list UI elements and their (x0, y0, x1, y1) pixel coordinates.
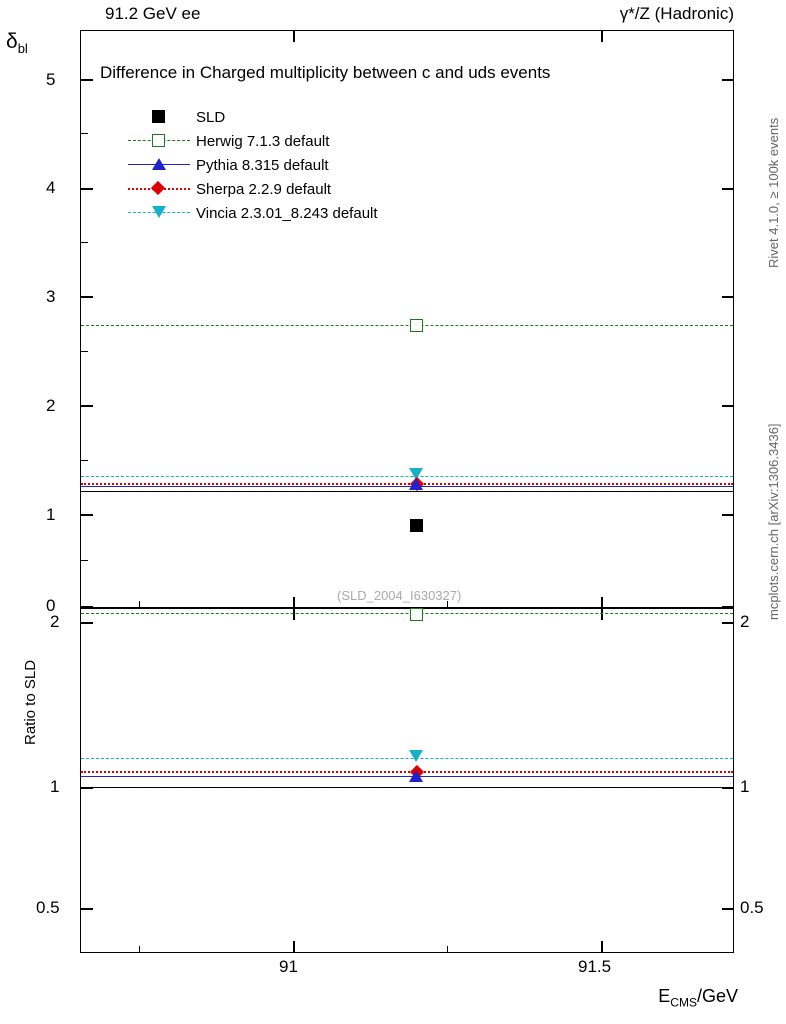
y-tick-ratio-1-right: 1 (740, 777, 750, 796)
data-line-herwig-ratio (81, 613, 733, 614)
y-axis-label-main (6, 30, 28, 56)
x-tick-label-915: 91.5 (578, 957, 612, 976)
x-minor-tick-ratio-b (447, 946, 448, 953)
legend-label-pythia: Pythia 8.315 default (196, 156, 329, 174)
y-tick-main-0: 0 (46, 596, 56, 615)
y-tick-main-2: 2 (46, 396, 56, 415)
x-tick-mark-main-top-91 (293, 31, 295, 42)
y-tick-ratio-1-left: 1 (50, 777, 60, 796)
legend-marker-vincia (128, 201, 190, 225)
y-axis-label-main-sub: bl (17, 41, 28, 57)
square-open-icon (152, 134, 165, 147)
data-line-herwig-main (81, 325, 733, 326)
y-axis-label-main-text: δ (6, 30, 18, 53)
data-marker-pythia-ratio (409, 770, 423, 782)
y-tick-mark-main-0 (81, 606, 93, 608)
x-tick-mark-main-91 (293, 597, 295, 608)
data-line-pythia-ratio (81, 776, 733, 777)
legend-label-herwig: Herwig 7.1.3 default (196, 132, 330, 150)
y-tick-ratio-05-left: 0.5 (36, 898, 60, 917)
x-axis-label (658, 986, 738, 1010)
x-tick-mark-ratio-top-915 (601, 609, 603, 620)
x-tick-mark-ratio-915 (601, 941, 603, 953)
y-tick-mark-ratio-2-right (722, 622, 734, 624)
y-tick-mark-main-right-0 (722, 606, 734, 608)
y-tick-mark-main-right-5 (722, 79, 734, 81)
x-axis-label-text: E (658, 986, 671, 1006)
y-tick-ratio-2-left: 2 (50, 612, 60, 631)
legend-marker-herwig (128, 129, 190, 153)
x-tick-label-91: 91 (279, 957, 298, 976)
data-marker-vincia-ratio (409, 750, 423, 762)
x-minor-tick-main-a (139, 601, 140, 608)
plot-title: Difference in Charged multiplicity between c and uds events (100, 63, 551, 82)
y-tick-ratio-05-right: 0.5 (740, 898, 764, 917)
data-line-sherpa-main (81, 483, 733, 485)
legend (128, 105, 378, 225)
y-tick-mark-main-1 (81, 514, 93, 516)
legend-item-herwig[interactable] (128, 129, 378, 153)
legend-item-vincia[interactable] (128, 201, 378, 225)
y-minor-tick-main-d (81, 460, 88, 461)
y-tick-main-1: 1 (46, 505, 56, 524)
header-right-label: γ*/Z (Hadronic) (619, 4, 734, 23)
header-left-label: 91.2 GeV ee (105, 4, 201, 23)
x-axis-label-sub: CMS (670, 995, 697, 1010)
x-tick-mark-ratio-top-91 (293, 609, 295, 620)
y-tick-mark-main-2 (81, 405, 93, 407)
diamond-icon (151, 181, 165, 195)
ratio-plot-frame (80, 608, 734, 953)
mcplots-arxiv-caption: mcplots.cern.ch [arXiv:1306.3436] (766, 423, 781, 620)
data-line-sld-ratio (81, 787, 733, 788)
y-minor-tick-main-b (81, 242, 88, 243)
y-minor-tick-main-e (81, 560, 88, 561)
y-minor-tick-main-a (81, 133, 88, 134)
data-marker-herwig-main (410, 319, 423, 332)
rivet-version-caption: Rivet 4.1.0, ≥ 100k events (766, 117, 781, 268)
data-marker-pythia-main (409, 478, 423, 490)
y-minor-tick-main-c (81, 351, 88, 352)
legend-marker-sherpa (128, 177, 190, 201)
x-tick-mark-main-top-915 (601, 31, 603, 42)
square-filled-icon (152, 110, 165, 123)
data-line-vincia-ratio (81, 758, 733, 759)
y-axis-label-ratio: Ratio to SLD (22, 659, 39, 745)
y-tick-main-5: 5 (46, 70, 56, 89)
legend-item-sherpa[interactable] (128, 177, 378, 201)
x-tick-mark-ratio-91 (293, 941, 295, 953)
legend-label-sherpa: Sherpa 2.2.9 default (196, 180, 332, 198)
triangle-down-icon (152, 206, 166, 218)
y-tick-main-4: 4 (46, 178, 56, 197)
data-line-pythia-main (81, 486, 733, 487)
legend-label-vincia: Vincia 2.3.01_8.243 default (196, 204, 378, 222)
triangle-up-icon (152, 158, 166, 170)
y-tick-mark-main-3 (81, 296, 93, 298)
x-tick-mark-main-915 (601, 597, 603, 608)
legend-marker-pythia (128, 153, 190, 177)
legend-item-sld[interactable] (128, 105, 378, 129)
analysis-reference-label: (SLD_2004_I630327) (337, 588, 462, 603)
data-marker-sld-main (410, 519, 423, 532)
y-tick-main-3: 3 (46, 287, 56, 306)
y-tick-mark-main-right-1 (722, 514, 734, 516)
y-tick-mark-main-5 (81, 79, 93, 81)
x-axis-label-unit: /GeV (696, 986, 738, 1006)
y-tick-mark-ratio-05-right (722, 908, 734, 910)
y-tick-mark-ratio-05 (81, 908, 93, 910)
y-tick-ratio-2-right: 2 (740, 612, 750, 631)
x-minor-tick-ratio-a (139, 946, 140, 953)
legend-marker-sld (128, 105, 190, 129)
y-tick-mark-ratio-2 (81, 622, 93, 624)
y-tick-mark-main-right-4 (722, 188, 734, 190)
data-line-sherpa-ratio (81, 771, 733, 773)
y-tick-mark-main-right-3 (722, 296, 734, 298)
y-tick-mark-main-right-2 (722, 405, 734, 407)
data-marker-herwig-ratio (410, 608, 423, 621)
legend-item-pythia[interactable] (128, 153, 378, 177)
data-line-vincia-main (81, 476, 733, 477)
data-line-sld-main (81, 491, 733, 492)
legend-label-sld: SLD (196, 108, 226, 126)
y-tick-mark-main-4 (81, 188, 93, 190)
